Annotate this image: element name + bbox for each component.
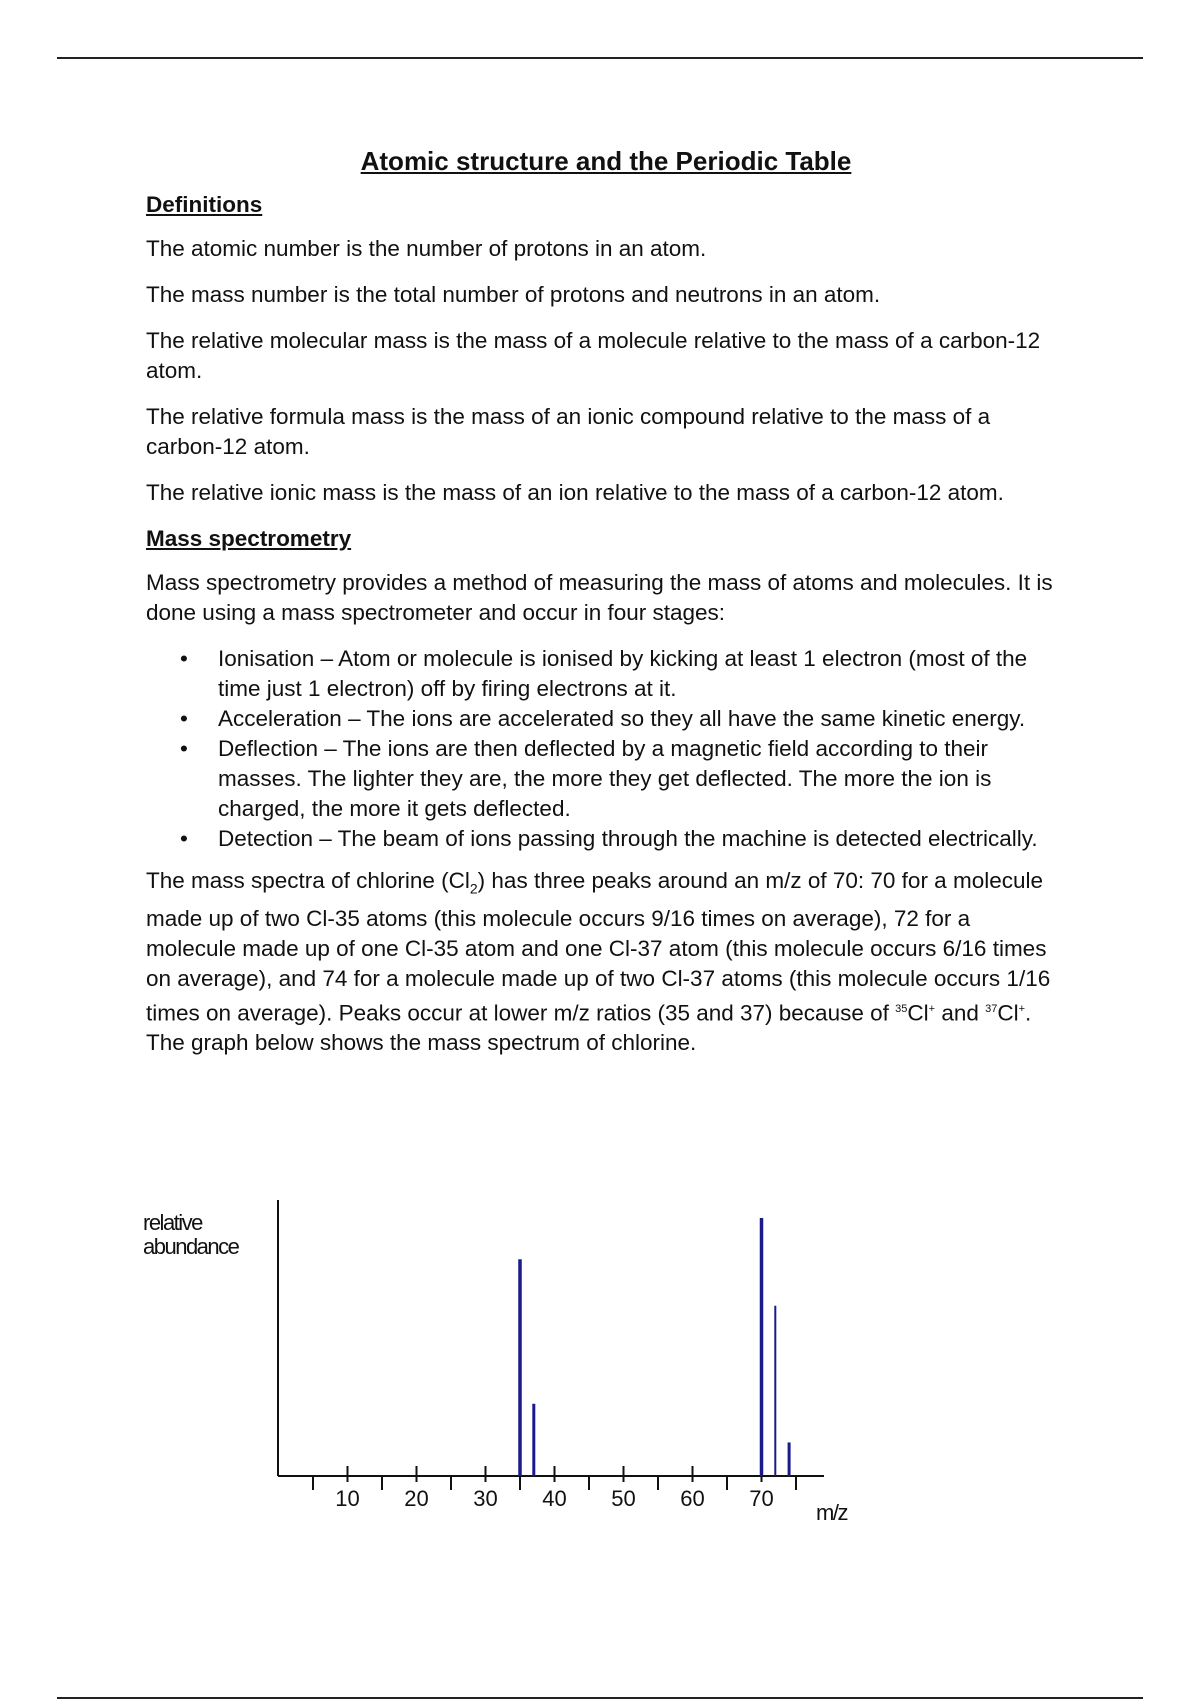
definition-relative-formula-mass: The relative formula mass is the mass of an ionic compound relative to the mass of a carbon-12 atom. xyxy=(146,404,991,459)
chlorine-ion-b: Cl xyxy=(997,1000,1019,1025)
chlorine-and: and xyxy=(935,1000,986,1025)
chlorine-text-3: . The graph below shows the mass spectrum of chlorine. xyxy=(146,1000,1032,1055)
definition-mass-number: The mass number is the total number of protons and neutrons in an atom. xyxy=(146,282,881,307)
x-tick-label: 40 xyxy=(542,1486,567,1511)
mass-spectrometry-intro: Mass spectrometry provides a method of measuring the mass of atoms and molecules. It is done using a mass spectrometer and occur in four stages: xyxy=(146,570,1053,625)
page-title: Atomic structure and the Periodic Table xyxy=(360,146,852,176)
stage-deflection: • Deflection – The ions are then deflected by a magnetic field according to their masses. The lighter they are, the more they get deflected. The more the ion is charged, the more it gets deflected. xyxy=(218,734,1066,824)
peak-bar-mz-72 xyxy=(774,1306,776,1476)
x-tick-label: 30 xyxy=(473,1486,498,1511)
x-tick-label: 50 xyxy=(611,1486,636,1511)
chlorine-ion-a: Cl xyxy=(907,1000,929,1025)
footer-rule xyxy=(57,1697,1143,1699)
peak-bar-mz-37 xyxy=(532,1404,535,1476)
ion-charge-b: + xyxy=(1018,1002,1026,1015)
x-tick-label: 60 xyxy=(680,1486,705,1511)
y-axis-label-line-1: relative xyxy=(143,1210,202,1235)
chlorine-text-1: The mass spectra of chlorine (Cl xyxy=(146,868,470,893)
chlorine-text-2: ) has three peaks around an m/z of 70: 70 for a molecule made up of two Cl-35 atoms (this molecule occurs 9/16 times on average), 72 for a molecule made up of one Cl-35 atom and one Cl-37 atom (this molecule occurs 6/16 times on average), and 74 for a molecule made up of two Cl-37 atoms (this molecule occurs 1/16 times on average). Peaks occur at lower m/z ratios (35 and 37) because of xyxy=(146,868,1051,1025)
peak-bar-mz-35 xyxy=(518,1259,522,1476)
peak-bar-mz-74 xyxy=(788,1442,791,1476)
definitions-heading: Definitions xyxy=(146,192,263,217)
stage-ionisation: • Ionisation – Atom or molecule is ionised by kicking at least 1 electron (most of the time just 1 electron) off by firing electrons at it. xyxy=(218,644,1066,704)
peak-bar-mz-70 xyxy=(760,1218,764,1476)
x-axis-label: m/z xyxy=(816,1500,847,1525)
ion-charge-a: + xyxy=(928,1002,936,1015)
definition-atomic-number: The atomic number is the number of protons in an atom. xyxy=(146,236,707,261)
chlorine-subscript: 2 xyxy=(469,880,478,897)
definition-relative-ionic-mass: The relative ionic mass is the mass of an ion relative to the mass of a carbon-12 atom. xyxy=(146,480,1004,505)
definition-relative-molecular-mass: The relative molecular mass is the mass of a molecule relative to the mass of a carbon-12 atom. xyxy=(146,328,1041,383)
x-tick-label: 10 xyxy=(335,1486,360,1511)
mass-spectrometry-heading: Mass spectrometry xyxy=(146,526,352,551)
x-tick-label: 20 xyxy=(404,1486,429,1511)
x-tick-label: 70 xyxy=(749,1486,774,1511)
stage-acceleration: • Acceleration – The ions are accelerated so they all have the same kinetic energy. xyxy=(218,704,1066,734)
isotope-37-superscript: 37 xyxy=(985,1002,998,1015)
y-axis-label-line-2: abundance xyxy=(143,1234,239,1259)
isotope-35-superscript: 35 xyxy=(895,1002,908,1015)
stage-detection: • Detection – The beam of ions passing through the machine is detected electrically. xyxy=(218,824,1066,854)
